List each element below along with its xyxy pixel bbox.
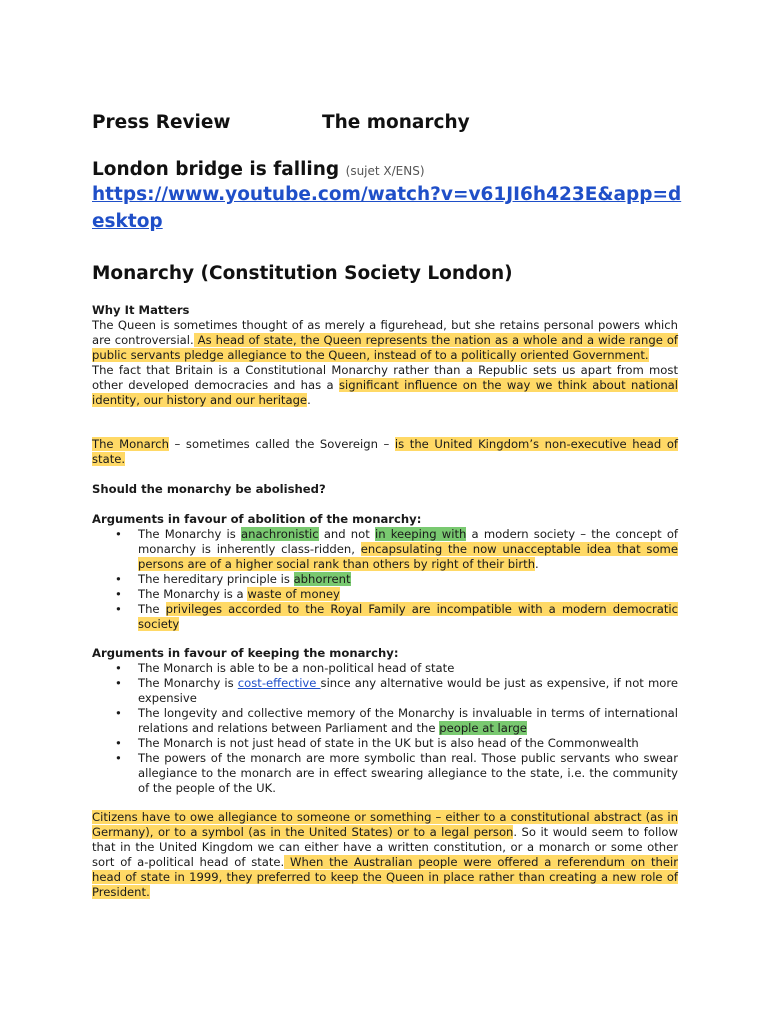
video-note: (sujet X/ENS) — [345, 164, 425, 178]
paragraph-3: The Monarch – sometimes called the Sovereign – is the United Kingdom’s non-executive head of state. — [92, 437, 678, 466]
list-item: • The privileges accorded to the Royal Family are incompatible with a modern democratic society — [92, 602, 678, 632]
topic-title: The monarchy — [322, 112, 470, 133]
list-item: • The powers of the monarch are more symbolic than real. Those public servants who swear allegiance to the monarch are in effect swearing allegiance to the state, i.e. the community of the people of the UK. — [92, 751, 678, 796]
list-item: • The Monarch is able to be a non-political head of state — [92, 661, 678, 676]
why-heading: Why It Matters — [92, 303, 190, 317]
paragraph-1: The Queen is sometimes thought of as merely a figurehead, but she retains personal powers which are controversial. As head of state, the Queen represents the nation as a whole and a wide range of public servants pledge allegiance to the Queen, instead of to a politically oriented Government. — [92, 318, 678, 362]
abolition-list — [92, 527, 678, 632]
abolish-question: Should the monarchy be abolished? — [92, 482, 326, 496]
list-item: • The longevity and collective memory of the Monarchy is invaluable in terms of international relations and relations between Parliament and the people at large — [92, 706, 678, 736]
keeping-arguments — [92, 646, 678, 796]
abolition-arguments — [92, 512, 678, 632]
video-link[interactable]: https://www.youtube.com/watch?v=v61JI6h423E&app=desktop — [92, 184, 682, 232]
abolition-heading: Arguments in favour of abolition of the monarchy: — [92, 512, 422, 526]
list-item: • The hereditary principle is abhorrent — [92, 572, 678, 587]
list-item: • The Monarchy is cost-effective since any alternative would be just as expensive, if not more expensive — [92, 676, 678, 706]
keeping-list — [92, 661, 678, 796]
list-item: • The Monarchy is a waste of money — [92, 587, 678, 602]
list-item: • The Monarchy is anachronistic and not in keeping with a modern society – the concept of monarchy is inherently class-ridden, encapsulating the now unacceptable idea that some persons are of a higher social rank than others by right of their birth. — [92, 527, 678, 572]
why-it-matters-block — [92, 303, 678, 408]
cost-effective-link[interactable]: cost-effective — [237, 676, 321, 690]
press-review-label: Press Review — [92, 112, 231, 133]
video-title-row — [92, 158, 425, 183]
paragraph-2: The fact that Britain is a Constitutional Monarchy rather than a Republic sets us apart from most other developed democracies and has a significant influence on the way we think about national identity, our history and our heritage. — [92, 363, 679, 407]
list-item: • The Monarch is not just head of state in the UK but is also head of the Commonwealth — [92, 736, 678, 751]
video-title: London bridge is falling — [92, 159, 340, 180]
section-title: Monarchy (Constitution Society London) — [92, 263, 513, 284]
closing-paragraph: Citizens have to owe allegiance to someone or something – either to a constitutional abstract (as in Germany), or to a symbol (as in the United States) or to a legal person. So it would seem to follow that in the United Kingdom we can either have a written constitution, or a monarch or some other sort of a-political head of state. When the Australian people were offered a referendum on their head of state in 1999, they preferred to keep the Queen in place rather than creating a new role of President. — [92, 810, 679, 899]
header-row — [92, 111, 470, 135]
keeping-heading: Arguments in favour of keeping the monarchy: — [92, 646, 399, 660]
